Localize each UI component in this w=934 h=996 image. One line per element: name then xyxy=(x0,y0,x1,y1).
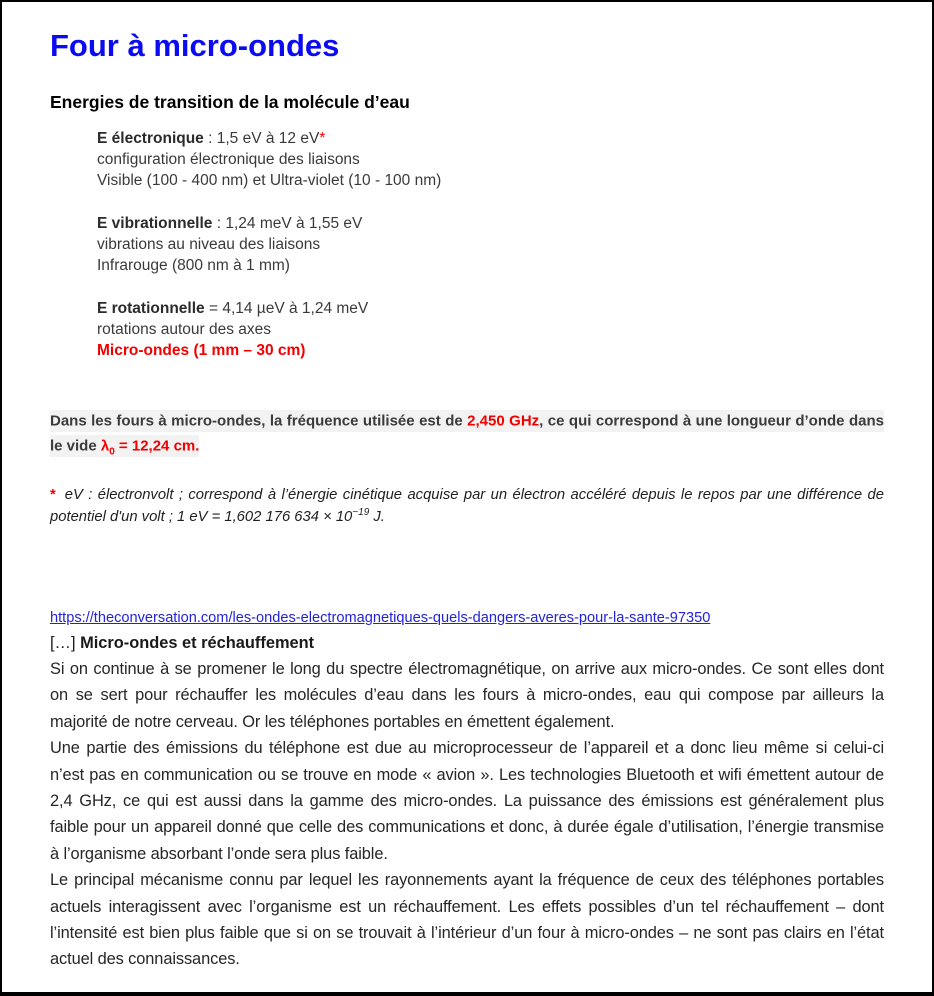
footnote-marker: * xyxy=(50,487,56,503)
energy-label: E vibrationnelle xyxy=(97,215,213,232)
source-link-row xyxy=(50,608,886,628)
energy-description: vibrations au niveau des liaisons xyxy=(97,236,321,253)
energy-label: E rotationnelle xyxy=(97,300,205,317)
energy-value-line xyxy=(97,298,886,319)
page-title: Four à micro-ondes xyxy=(50,28,340,63)
energy-value-line xyxy=(97,128,886,149)
frequency-text-middle: , ce qui correspond à une longueur d’onde dans le vide xyxy=(50,412,884,454)
frequency-value: 2,450 GHz xyxy=(467,412,540,429)
energy-separator: : xyxy=(203,130,217,147)
microwave-frequency-paragraph xyxy=(50,408,884,458)
energy-description: rotations autour des axes xyxy=(97,321,272,338)
energy-transition-list xyxy=(97,128,886,361)
energy-range: 1,24 meV à 1,55 eV xyxy=(225,215,363,232)
footnote-marker: * xyxy=(319,130,326,147)
energy-spectrum-microwaves: Micro-ondes (1 mm – 30 cm) xyxy=(97,342,306,359)
energy-spectrum: Visible (100 - 400 nm) et Ultra-violet (10 - 100 nm) xyxy=(97,172,442,189)
ellipsis-prefix: […] xyxy=(50,634,81,652)
energy-separator: : xyxy=(212,215,226,232)
article-paragraph: Le principal mécanisme connu par lequel les rayonnements ayant la fréquence de ceux des téléphones portables actuels interagissent avec l’organisme est un réchauffement. Les effets possibles d’un tel réchauffement – dont l’intensité est bien plus faible que si on se trouvait à l’intérieur d’un four à micro-ondes – ne sont pas clairs en l’état actuel des connaissances. xyxy=(50,871,884,969)
article-body xyxy=(50,656,884,973)
article-subheading xyxy=(50,631,886,655)
energy-label: E électronique xyxy=(97,130,204,147)
article-paragraph: Une partie des émissions du téléphone est due au microprocesseur de l’appareil et a donc lieu même si celui-ci n’est pas en communication ou se trouve en mode « avion ». Les technologies Bluetooth et wifi émettent autour de 2,4 GHz, ce qui est aussi dans la gamme des micro-ondes. La puissance des émissions est généralement plus faible pour un appareil donné que celle des communications et donc, à durée égale d’utilisation, l’énergie transmise à l’organisme absorbant l’onde sera plus faible. xyxy=(50,739,884,863)
footnote-text: eV : électronvolt ; correspond à l’énergie cinétique acquise par un électron accéléré depuis le repos par une différence de potentiel d'un volt ; 1 eV = 1,602 176 634 × 10 xyxy=(50,487,884,525)
section-heading: Energies de transition de la molécule d’eau xyxy=(50,92,410,112)
article-source-link[interactable]: https://theconversation.com/les-ondes-electromagnetiques-quels-dangers-averes-pour-la-sante-97350 xyxy=(50,610,711,626)
energy-separator: = xyxy=(204,300,223,317)
highlighted-text xyxy=(50,410,884,457)
article-paragraph: Si on continue à se promener le long du spectre électromagnétique, on arrive aux micro-ondes. Ce sont elles dont on se sert pour réchauffer les molécules d’eau dans les fours à micro-ondes, eau qui compose par ailleurs la majorité de notre cerveau. Or les téléphones portables en émettent également. xyxy=(50,660,884,731)
energy-range: 4,14 µeV à 1,24 meV xyxy=(222,300,369,317)
lambda-symbol: λ xyxy=(100,437,110,454)
frequency-text-before: Dans les fours à micro-ondes, la fréquence utilisée est de xyxy=(50,412,468,429)
lambda-subscript: 0 xyxy=(109,446,115,457)
energy-spectrum: Infrarouge (800 nm à 1 mm) xyxy=(97,257,290,274)
wavelength-value: = 12,24 cm. xyxy=(114,437,200,454)
footnote-exponent: −19 xyxy=(352,507,370,519)
energy-description: configuration électronique des liaisons xyxy=(97,151,360,168)
energy-block-vibrational xyxy=(97,213,886,276)
electronvolt-footnote xyxy=(50,484,884,528)
energy-value-line xyxy=(97,213,886,234)
energy-block-electronic xyxy=(97,128,886,191)
footnote-text-end: J. xyxy=(369,509,385,525)
energy-block-rotational xyxy=(97,298,886,361)
subheading-text: Micro-ondes et réchauffement xyxy=(80,634,315,652)
energy-range: 1,5 eV à 12 eV xyxy=(216,130,320,147)
